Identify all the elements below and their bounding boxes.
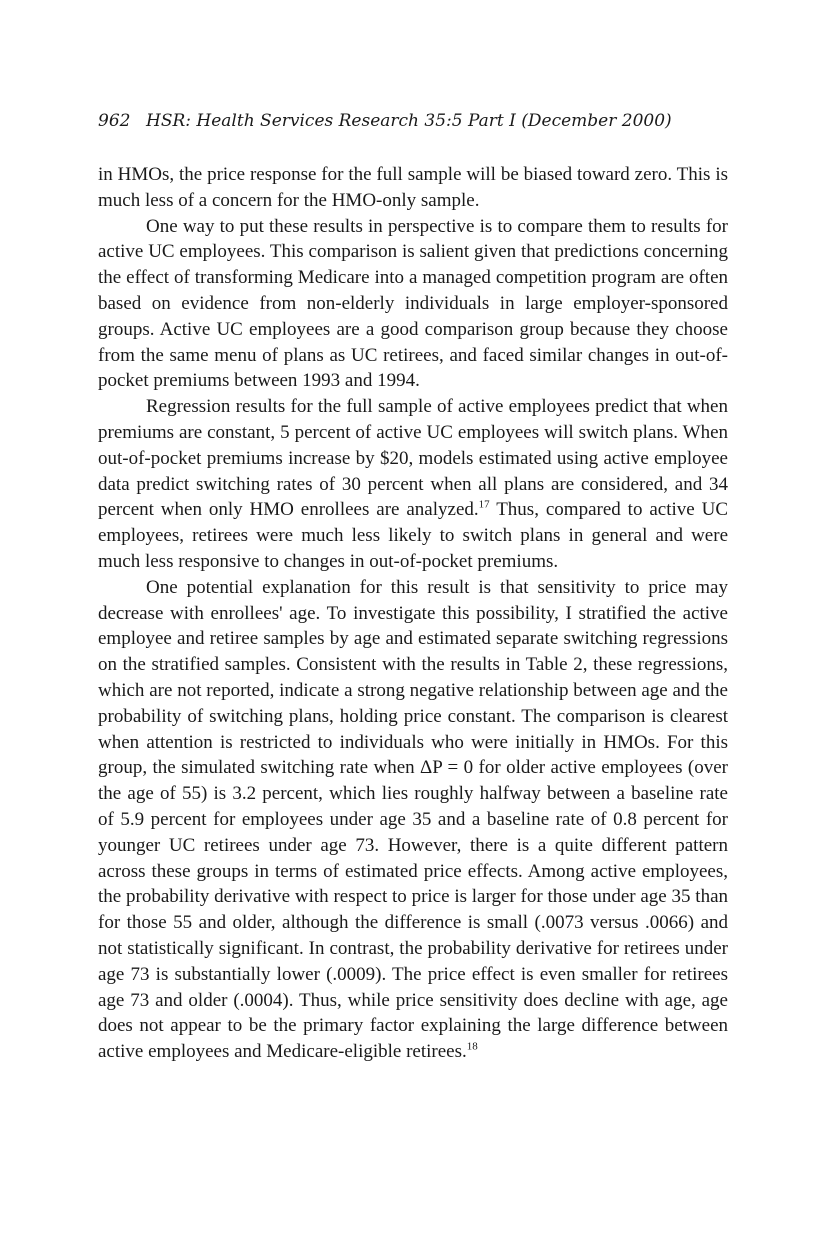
body-text xyxy=(98,162,728,1065)
running-head xyxy=(98,108,728,134)
paragraph-age-explanation: One potential explanation for this result is that sensitivity to price may decrease with enrollees' age. To investigate this possibility, I stratified the active employee and retiree samples by age and estimated separate switching regressions on the stratified samples. Consistent with the results in Table 2, these regressions, which are not reported, indicate a strong negative relationship between age and the probability of switching plans, holding price constant. The comparison is clearest when attention is restricted to individuals who were initially in HMOs. For this group, the simulated switching rate when ΔP = 0 for older active employees (over the age of 55) is 3.2 percent, which lies roughly halfway between a baseline rate of 5.9 percent for employees under age 35 and a baseline rate of 0.8 percent for younger UC retirees under age 73. However, there is a quite different pattern across these groups in terms of estimated price effects. Among active employees, the probability derivative with respect to price is larger for those under age 35 than for those 55 and older, although the difference is small (.0073 versus .0066) and not statistically significant. In contrast, the probability derivative for retirees under age 73 is substantially lower (.0009). The price effect is even smaller for retirees age 73 and older (.0004). Thus, while price sensitivity does decline with age, age does not appear to be the primary factor explaining the large difference between active employees and Medicare-eligible retirees.$^{18}$ xyxy=(98,576,728,1063)
paragraph-continuation: in HMOs, the price response for the full sample will be biased toward zero. This is much less of a concern for the HMO-only sample. xyxy=(98,164,728,211)
paragraph-regression-results: Regression results for the full sample of active employees predict that when premiums are constant, 5 percent of active UC employees will switch plans. When out-of-pocket premiums increase by $20, models estimated using active employee data predict switching rates of 30 percent when all plans are considered, and 34 percent when only HMO enrollees are analyzed.$^{17}$ Thus, compared to active UC employees, retirees were much less likely to switch plans in general and were much less responsive to changes in out-of-pocket premiums. xyxy=(98,396,728,572)
footnote-ref-18: 18 xyxy=(466,1040,478,1053)
page-number: 962 xyxy=(98,111,131,131)
journal-citation: HSR: Health Services Research 35:5 Part I (December 2000) xyxy=(146,111,672,131)
footnote-ref-17: 17 xyxy=(478,499,490,512)
paragraph-comparison: One way to put these results in perspective is to compare them to results for active UC employees. This comparison is salient given that predictions concerning the effect of transforming Medicare into a managed competition program are often based on evidence from non-elderly individuals in large employer-sponsored groups. Active UC employees are a good comparison group because they choose from the same menu of plans as UC retirees, and faced similar changes in out-of-pocket premiums between 1993 and 1994. xyxy=(98,215,728,392)
document-page xyxy=(98,108,728,1065)
